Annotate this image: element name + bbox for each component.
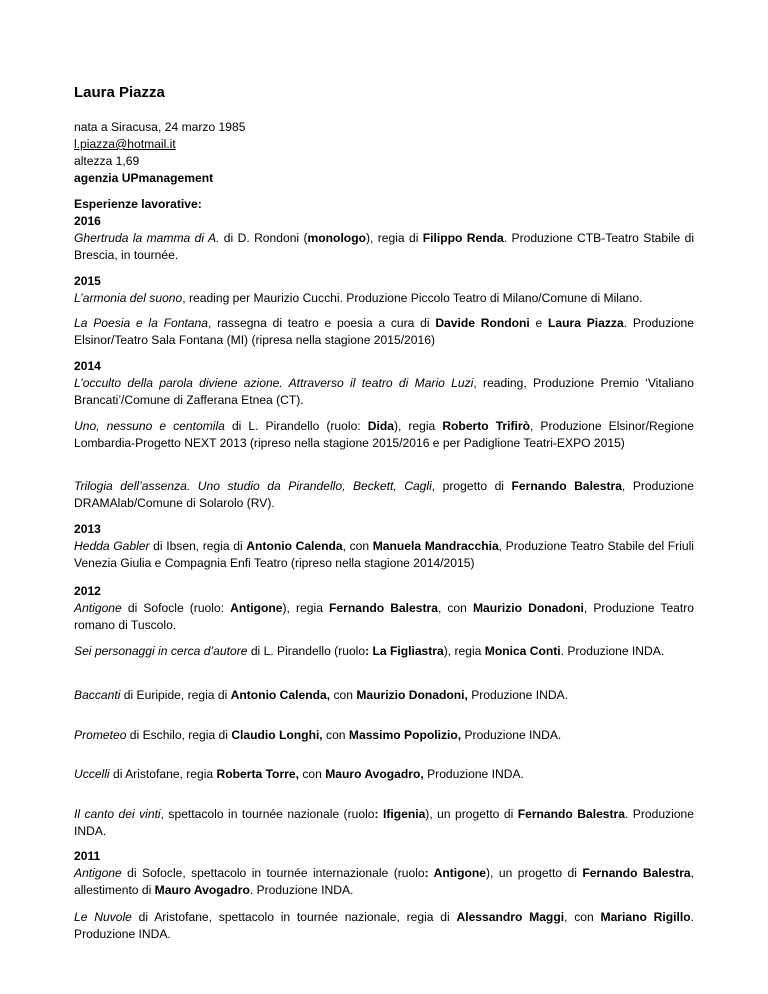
year-block-2016 [74, 213, 694, 264]
section-heading: Esperienze lavorative: [74, 197, 202, 211]
entry-text: di Ibsen, regia di [149, 539, 247, 553]
entry-text: di D. Rondoni ( [219, 231, 308, 245]
entry-text: . Produzione INDA. [560, 644, 665, 658]
name-heading: Laura Piazza [74, 84, 165, 101]
entry-text: , progetto di [431, 479, 512, 493]
highlighted-text: Antigone [230, 601, 283, 615]
entry-text: con [330, 688, 357, 702]
entry-text: ), regia [393, 419, 443, 433]
highlighted-text: Dida [367, 419, 394, 433]
experience-entry [74, 806, 694, 840]
work-title: L’armonia del suono [74, 291, 183, 305]
highlighted-text: Fernando Balestra [329, 601, 438, 615]
year-label: 2014 [74, 359, 101, 373]
work-title: Antigone [74, 866, 122, 880]
highlighted-text: Davide Rondoni [435, 316, 530, 330]
work-title: Il canto dei vinti [74, 807, 161, 821]
agency-info: agenzia UPmanagement [74, 171, 214, 185]
work-title: Sei personaggi in cerca d’autore [74, 644, 248, 658]
entry-text: di Eschilo, regia di [126, 728, 232, 742]
entry-text: ), un progetto di [486, 866, 583, 880]
entry-text: con [322, 728, 349, 742]
entry-text: di Aristofane, spettacolo in tournée nazionale, regia di [131, 910, 457, 924]
highlighted-text: Laura Piazza [548, 316, 624, 330]
experience-entry [74, 418, 694, 452]
birth-info: nata a Siracusa, 24 marzo 1985 [74, 120, 246, 134]
entry-text: , Produzione Teatro Stabile del Friuli Venezia Giulia e Compagnia Enfi Teatro (ripreso nella stagione 2014/2015) [74, 539, 694, 570]
highlighted-text: Roberta Torre, [216, 767, 299, 781]
work-title: Prometeo [74, 728, 127, 742]
entry-text: , con [564, 910, 601, 924]
highlighted-text: Antonio Calenda [246, 539, 343, 553]
highlighted-text: Fernando Balestra [582, 866, 691, 880]
work-title: Uccelli [74, 767, 110, 781]
entry-text: . Produzione CTB-Teatro Stabile di Brescia, in tournée. [74, 231, 695, 262]
highlighted-text: Massimo Popolizio, [348, 728, 462, 742]
entry-text: . Produzione INDA. [74, 910, 694, 941]
highlighted-text: Mariano Rigillo [600, 910, 691, 924]
work-title: Ghertruda la mamma di A. [74, 231, 220, 245]
highlighted-text: Mauro Avogadro [154, 883, 250, 897]
year-label: 2011 [74, 849, 101, 863]
year-block-2015 [74, 273, 694, 307]
work-title: Uno, nessuno e centomila [74, 419, 225, 433]
height-info: altezza 1,69 [74, 154, 140, 168]
entry-text: e [529, 316, 549, 330]
highlighted-text: Claudio Longhi, [231, 728, 323, 742]
experience-entry [74, 230, 694, 264]
year-block-2014 [74, 358, 694, 409]
entry-text: con [298, 767, 326, 781]
entry-text: , allestimento di [74, 866, 695, 897]
entry-text: . Produzione INDA. [74, 807, 694, 838]
highlighted-text: Maurizio Donadoni [472, 601, 584, 615]
entry-text: , con [342, 539, 373, 553]
email-link[interactable]: l.piazza@hotmail.it [74, 137, 176, 151]
highlighted-text: Roberto Trifirò [442, 419, 530, 433]
experience-entry [74, 643, 694, 660]
year-label: 2013 [74, 522, 101, 536]
highlighted-text: Mauro Avogadro, [325, 767, 424, 781]
experience-entry [74, 909, 694, 943]
experience-entry [74, 600, 694, 634]
entry-text: , con [437, 601, 473, 615]
entry-text: , rassegna di teatro e poesia a cura di [208, 316, 436, 330]
work-title: La Poesia e la Fontana [74, 316, 208, 330]
entry-text: ), regia [443, 644, 485, 658]
work-title: L’occulto della parola diviene azione. Attraverso il teatro di Mario Luzi [74, 376, 474, 390]
entry-text: di Sofocle, spettacolo in tournée internazionale (ruolo [121, 866, 425, 880]
highlighted-text: Fernando Balestra [511, 479, 622, 493]
entry-text: di Sofocle (ruolo: [121, 601, 231, 615]
entry-text: , Produzione Teatro romano di Tuscolo. [74, 601, 695, 632]
experience-entry [74, 687, 694, 704]
experience-entry [74, 478, 694, 512]
entry-text: , reading, Produzione Premio ‘Vitaliano Brancati’/Comune di Zafferana Etnea (CT). [74, 376, 694, 407]
year-label: 2015 [74, 274, 101, 288]
entry-text: , Produzione Elsinor/Regione Lombardia-Progetto NEXT 2013 (ripreso nella stagione 2015/2016 e per Padiglione Teatri-EXPO 2015) [74, 419, 694, 450]
entry-text: Produzione INDA. [467, 688, 569, 702]
entry-text: ), un progetto di [425, 807, 518, 821]
highlighted-text: Filippo Renda [422, 231, 504, 245]
experience-entry [74, 375, 694, 409]
personal-info [74, 119, 694, 187]
experience-entry [74, 766, 694, 783]
entry-text: , spettacolo in tournée nazionale (ruolo [160, 807, 375, 821]
highlighted-text: : La Figliastra [365, 644, 444, 658]
entry-text: . Produzione Elsinor/Teatro Sala Fontana (MI) (ripresa nella stagione 2015/2016) [74, 316, 695, 347]
work-title: Hedda Gabler [74, 539, 150, 553]
year-block-2012 [74, 583, 694, 634]
entry-text: Produzione INDA. [461, 728, 562, 742]
highlighted-text: monologo [307, 231, 366, 245]
experience-entry [74, 865, 694, 899]
highlighted-text: Manuela Mandracchia [372, 539, 499, 553]
experience-entry [74, 727, 694, 744]
entry-text: di L. Pirandello (ruolo [247, 644, 366, 658]
highlighted-text: Antonio Calenda, [230, 688, 331, 702]
experience-entry [74, 290, 694, 307]
entry-text: di Euripide, regia di [120, 688, 231, 702]
year-block-2011 [74, 848, 694, 899]
entry-text: ), regia di [365, 231, 423, 245]
entry-text: di L. Pirandello (ruolo: [224, 419, 368, 433]
highlighted-text: Monica Conti [484, 644, 561, 658]
entry-text: di Aristofane, regia [109, 767, 217, 781]
work-title: Trilogia dell’assenza. Uno studio da Pirandello, Beckett, Cagli [74, 479, 432, 493]
entry-text: Produzione INDA. [423, 767, 524, 781]
work-title: Antigone [74, 601, 122, 615]
entry-text: . Produzione INDA. [249, 883, 354, 897]
entry-text: ), regia [282, 601, 330, 615]
highlighted-text: Fernando Balestra [517, 807, 625, 821]
highlighted-text: : Ifigenia [374, 807, 426, 821]
work-title: Baccanti [74, 688, 121, 702]
year-block-2013 [74, 521, 694, 572]
work-title: Le Nuvole [74, 910, 132, 924]
highlighted-text: Maurizio Donadoni, [356, 688, 468, 702]
year-label: 2016 [74, 214, 101, 228]
experience-entry [74, 538, 694, 572]
highlighted-text: Alessandro Maggi [456, 910, 565, 924]
entry-text: , Produzione DRAMAlab/Comune di Solarolo (RV). [74, 479, 695, 510]
experience-entry [74, 315, 694, 349]
year-label: 2012 [74, 584, 101, 598]
entry-text: , reading per Maurizio Cucchi. Produzione Piccolo Teatro di Milano/Comune di Milano. [182, 291, 643, 305]
highlighted-text: : Antigone [424, 866, 487, 880]
